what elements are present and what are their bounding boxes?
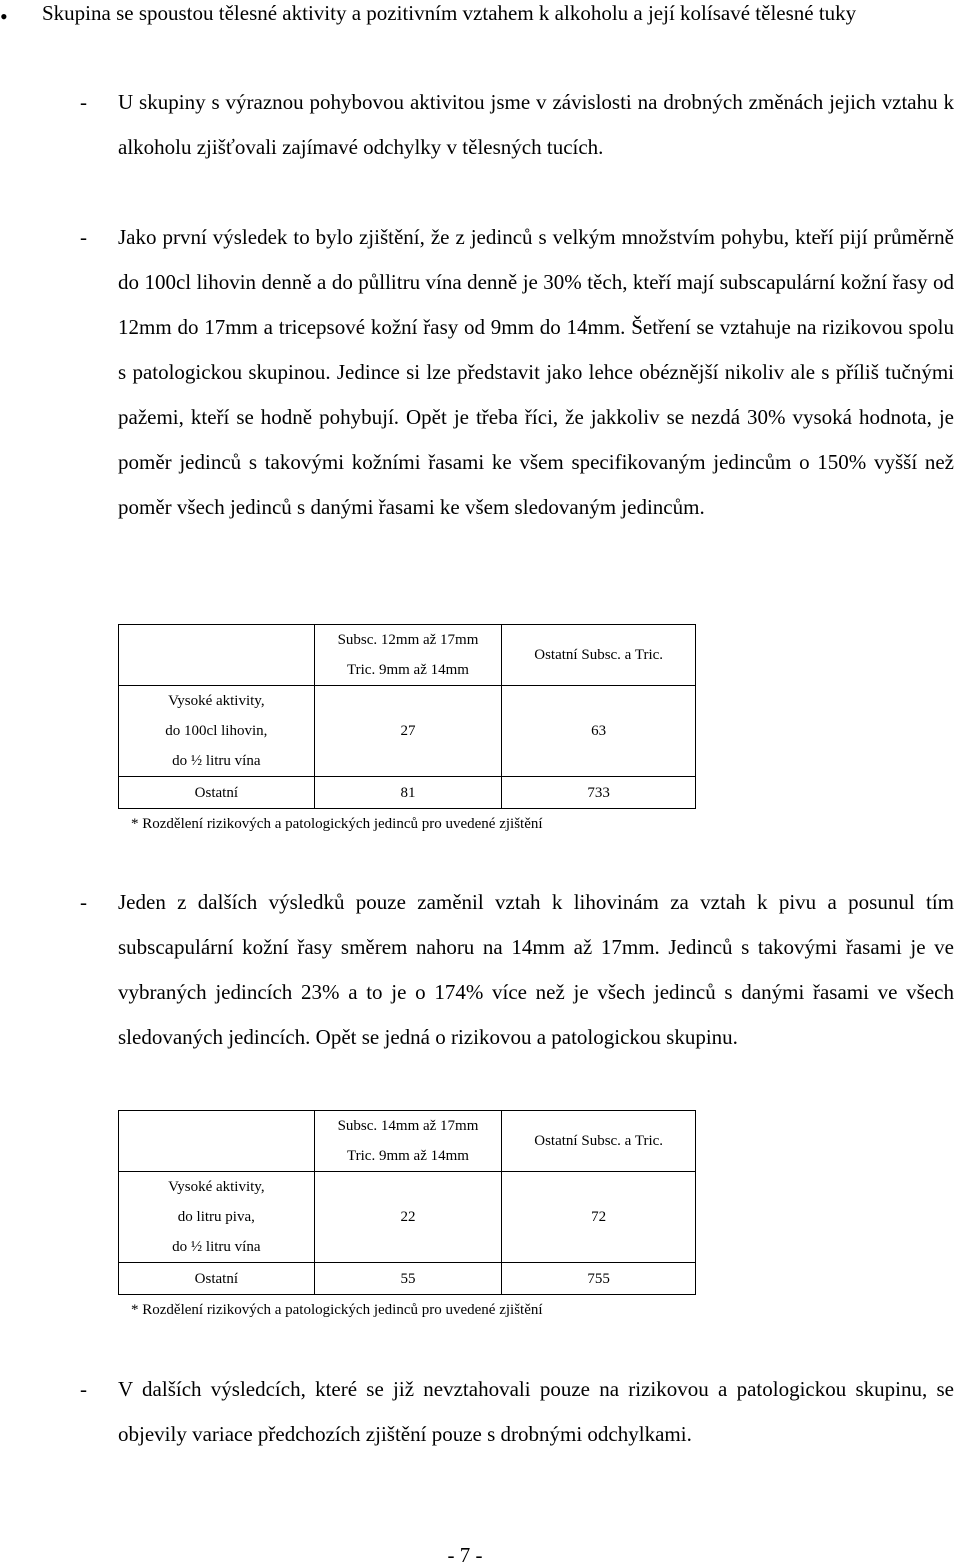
table-empty-cell (119, 1111, 315, 1172)
table-note: * Rozdělení rizikových a patologických jedinců pro uvedené zjištění (131, 816, 543, 832)
paragraph-4: V dalších výsledcích, které se již nevztahovali pouze na rizikovou a patologickou skupinu, se objevily variace předchozích zjištění pouze s drobnými odchylkami. (118, 1377, 954, 1446)
bullet-marker: • (0, 4, 8, 29)
row-label-line: Vysoké aktivity, (168, 1179, 265, 1195)
table-header-cell: Ostatní Subsc. a Tric. (502, 625, 696, 686)
table-cell: 733 (502, 777, 696, 809)
table-row-label (119, 686, 315, 777)
row-label-line: do litru piva, (177, 1209, 255, 1225)
header-line: Subsc. 14mm až 17mm (337, 1118, 479, 1134)
table-cell: 27 (314, 686, 502, 777)
table-note: * Rozdělení rizikových a patologických jedinců pro uvedené zjištění (131, 1302, 543, 1318)
row-label-line: do ½ litru vína (172, 1239, 261, 1255)
header-line: Subsc. 12mm až 17mm (337, 632, 479, 648)
table-cell: 22 (314, 1172, 502, 1263)
row-label-line: Vysoké aktivity, (168, 693, 265, 709)
table-row-label: Ostatní (119, 777, 315, 809)
table-cell: 63 (502, 686, 696, 777)
header-line: Tric. 9mm až 14mm (347, 662, 469, 678)
table-cell: 55 (314, 1263, 502, 1295)
paragraph-1: U skupiny s výraznou pohybovou aktivitou jsme v závislosti na drobných změnách jejich vztahu k alkoholu zjišťovali zajímavé odchylky v tělesných tucích. (118, 90, 954, 159)
dash-marker: - (80, 890, 87, 914)
dash-marker: - (80, 90, 87, 114)
table-header-cell: Ostatní Subsc. a Tric. (502, 1111, 696, 1172)
row-label-line: do ½ litru vína (172, 753, 261, 769)
table-cell: 72 (502, 1172, 696, 1263)
table-row-label: Ostatní (119, 1263, 315, 1295)
header-line: Tric. 9mm až 14mm (347, 1148, 469, 1164)
table-empty-cell (119, 625, 315, 686)
data-table-2 (118, 1110, 696, 1295)
data-table-1 (118, 624, 696, 809)
bullet-paragraph: Skupina se spoustou tělesné aktivity a pozitivním vztahem k alkoholu a její kolísavé tělesné tuky (42, 1, 857, 25)
dash-marker: - (80, 225, 87, 249)
row-label-line: do 100cl lihovin, (165, 723, 268, 739)
dash-marker: - (80, 1377, 87, 1401)
table-header-cell (314, 1111, 502, 1172)
paragraph-2: Jako první výsledek to bylo zjištění, že z jedinců s velkým množstvím pohybu, kteří pijí průměrně do 100cl lihovin denně a do půllitru vína denně je 30% těch, kteří mají subscapulární kožní řasy od 12mm do 17mm a tricepsové kožní řasy od 9mm do 14mm. Šetření se vztahuje na rizikovou spolu s patologickou skupinou. Jedince si lze představit jako lehce obéznější nikoliv ale s příliš tučnými pažemi, kteří se hodně pohybují. Opět je třeba říci, že jakkoliv se nezdá 30% vysoká hodnota, je poměr jedinců s takovými kožními řasami ke všem specifikovaným jedincům o 150% vyšší než poměr všech jedinců s danými řasami ke všem sledovaným jedincům. (118, 225, 954, 519)
table-row-label (119, 1172, 315, 1263)
table-header-cell (314, 625, 502, 686)
paragraph-3: Jeden z dalších výsledků pouze zaměnil vztah k lihovinám za vztah k pivu a posunul tím subscapulární kožní řasy směrem nahoru na 14mm až 17mm. Jedinců s takovými řasami je ve vybraných jedincích 23% a to je o 174% více než je všech jedinců s danými řasami ve všech sledovaných jedincích. Opět se jedná o rizikovou a patologickou skupinu. (118, 890, 954, 1049)
page-number: - 7 - (447, 1543, 483, 1567)
table-cell: 755 (502, 1263, 696, 1295)
table-cell: 81 (314, 777, 502, 809)
